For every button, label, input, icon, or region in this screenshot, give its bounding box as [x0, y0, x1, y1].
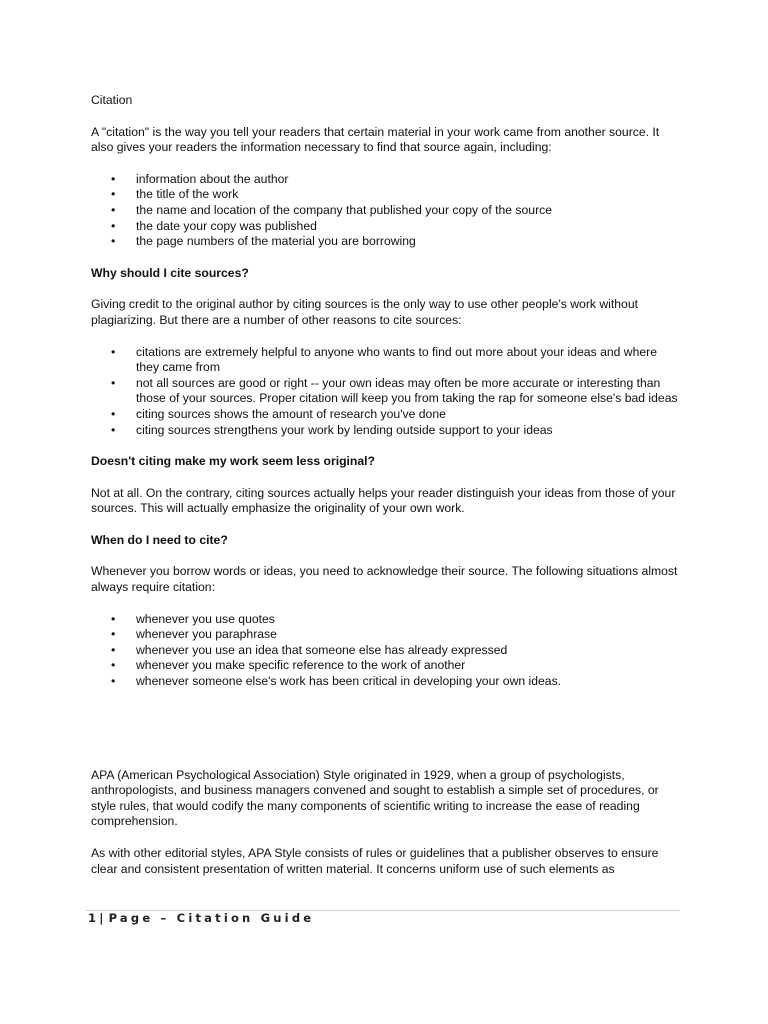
bullet-icon: • — [111, 202, 116, 217]
bullet-icon: • — [111, 422, 116, 437]
bullet-icon: • — [111, 171, 116, 186]
list-item: • the title of the work — [111, 187, 239, 202]
bullet-icon: • — [111, 611, 116, 626]
list-item: • the name and location of the company that published your copy of the source — [111, 202, 552, 217]
bullet-icon: • — [111, 187, 116, 202]
bullet-icon: • — [111, 375, 116, 390]
apa-paragraph-1: APA (American Psychological Association) Style originated in 1929, when a group of psychologists, anthropologists, and business managers convened and sought to establish a simple set of procedures, or style rules, that would codify the many components of scientific writing to increase the ease of reading comprehension. — [91, 767, 659, 829]
bullet-icon: • — [111, 642, 116, 657]
list-item: • information about the author — [111, 171, 289, 186]
list-item: • the page numbers of the material you are borrowing — [111, 234, 416, 249]
footer-label: Page – Citation Guide — [108, 911, 315, 925]
list-item: • citing sources strengthens your work by lending outside support to your ideas — [111, 422, 553, 437]
list-item: • whenever you use an idea that someone else has already expressed — [111, 642, 508, 657]
document-title: Citation — [91, 93, 133, 107]
heading-when-cite: When do I need to cite? — [91, 532, 228, 547]
list-item: • the date your copy was published — [111, 218, 317, 233]
heading-less-original: Doesn't citing make my work seem less original? — [91, 454, 375, 469]
bullet-icon: • — [111, 218, 116, 233]
page-number: 1 — [88, 911, 100, 925]
bullet-icon: • — [111, 234, 116, 249]
when-paragraph: Whenever you borrow words or ideas, you need to acknowledge their source. The following situations almost always require citation: — [91, 564, 678, 595]
apa-paragraph-2: As with other editorial styles, APA Style consists of rules or guidelines that a publisher observes to ensure clear and consistent presentation of written material. It concerns uniform use of such elements as — [91, 846, 659, 876]
section-gap — [91, 706, 683, 768]
document-body — [91, 93, 683, 877]
why-list — [91, 345, 683, 439]
list-item: • whenever you paraphrase — [111, 627, 277, 642]
list-item: • whenever someone else's work has been critical in developing your own ideas. — [111, 674, 562, 689]
footer-separator: | — [99, 911, 107, 925]
list-item: • citing sources shows the amount of research you've done — [111, 406, 446, 421]
bullet-icon: • — [111, 674, 116, 689]
bullet-icon: • — [111, 658, 116, 673]
list-item: • not all sources are good or right -- your own ideas may often be more accurate or interesting than those of your sources. Proper citation will keep you from taking the rap for someone else's bad ideas — [111, 375, 678, 406]
why-paragraph: Giving credit to the original author by citing sources is the only way to use other people's work without plagiarizing. But there are a number of other reasons to cite sources: — [91, 297, 638, 327]
original-paragraph: Not at all. On the contrary, citing sources actually helps your reader distinguish your ideas from those of your sources. This will actually emphasize the originality of your own work. — [91, 485, 676, 516]
page-footer — [88, 911, 314, 925]
heading-why-cite: Why should I cite sources? — [91, 265, 249, 280]
when-list — [91, 612, 683, 690]
bullet-icon: • — [111, 627, 116, 642]
intro-list — [91, 172, 683, 250]
bullet-icon: • — [111, 344, 116, 359]
intro-paragraph: A "citation" is the way you tell your readers that certain material in your work came from another source. It also gives your readers the information necessary to find that source again, including: — [91, 124, 660, 155]
list-item: • whenever you use quotes — [111, 611, 275, 626]
bullet-icon: • — [111, 406, 116, 421]
list-item: • whenever you make specific reference to the work of another — [111, 658, 466, 673]
list-item: • citations are extremely helpful to anyone who wants to find out more about your ideas and where they came from — [111, 344, 657, 375]
